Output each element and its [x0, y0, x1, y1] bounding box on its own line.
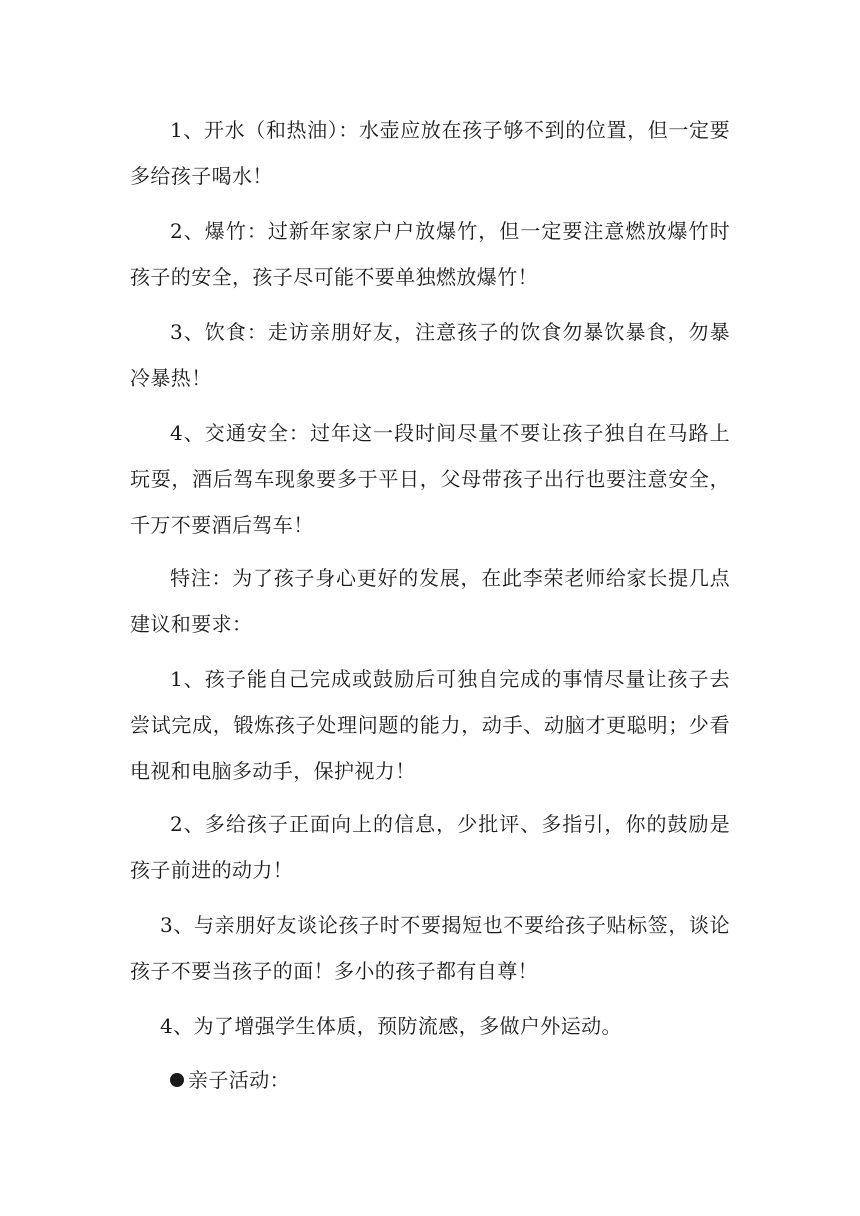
paragraph-hot-water: 1、开水（和热油）：水壶应放在孩子够不到的位置，但一定要多给孩子喝水！ [130, 118, 730, 188]
paragraph-firecrackers: 2、爆竹：过新年家家户户放爆竹，但一定要注意燃放爆竹时孩子的安全，孩子尽可能不要单独燃放爆竹！ [130, 219, 730, 289]
paragraph-diet: 3、饮食：走访亲朋好友，注意孩子的饮食勿暴饮暴食，勿暴冷暴热！ [130, 320, 730, 390]
paragraph-suggestion-4: 4、为了增强学生体质，预防流感，多做户外运动。 [160, 1014, 622, 1038]
bullet-icon [170, 1073, 184, 1087]
paragraph-traffic-safety: 4、交通安全：过年这一段时间尽量不要让孩子独自在马路上玩耍，酒后驾车现象要多于平日，父母带孩子出行也要注意安全，千万不要酒后驾车！ [130, 421, 730, 537]
paragraph-suggestion-3: 3、与亲朋好友谈论孩子时不要揭短也不要给孩子贴标签，谈论孩子不要当孩子的面！多小的孩子都有自尊！ [130, 913, 730, 983]
paragraph-special-note: 特注：为了孩子身心更好的发展，在此李荣老师给家长提几点建议和要求： [130, 566, 730, 636]
paragraph-parent-child-activity [130, 1057, 730, 1103]
activity-heading: 亲子活动： [188, 1068, 290, 1092]
paragraph-suggestion-2: 2、多给孩子正面向上的信息，少批评、多指引，你的鼓励是孩子前进的动力！ [130, 812, 730, 882]
paragraph-suggestion-1: 1、孩子能自己完成或鼓励后可独自完成的事情尽量让孩子去尝试完成，锻炼孩子处理问题的能力，动手、动脑才更聪明；少看电视和电脑多动手，保护视力！ [130, 667, 730, 783]
